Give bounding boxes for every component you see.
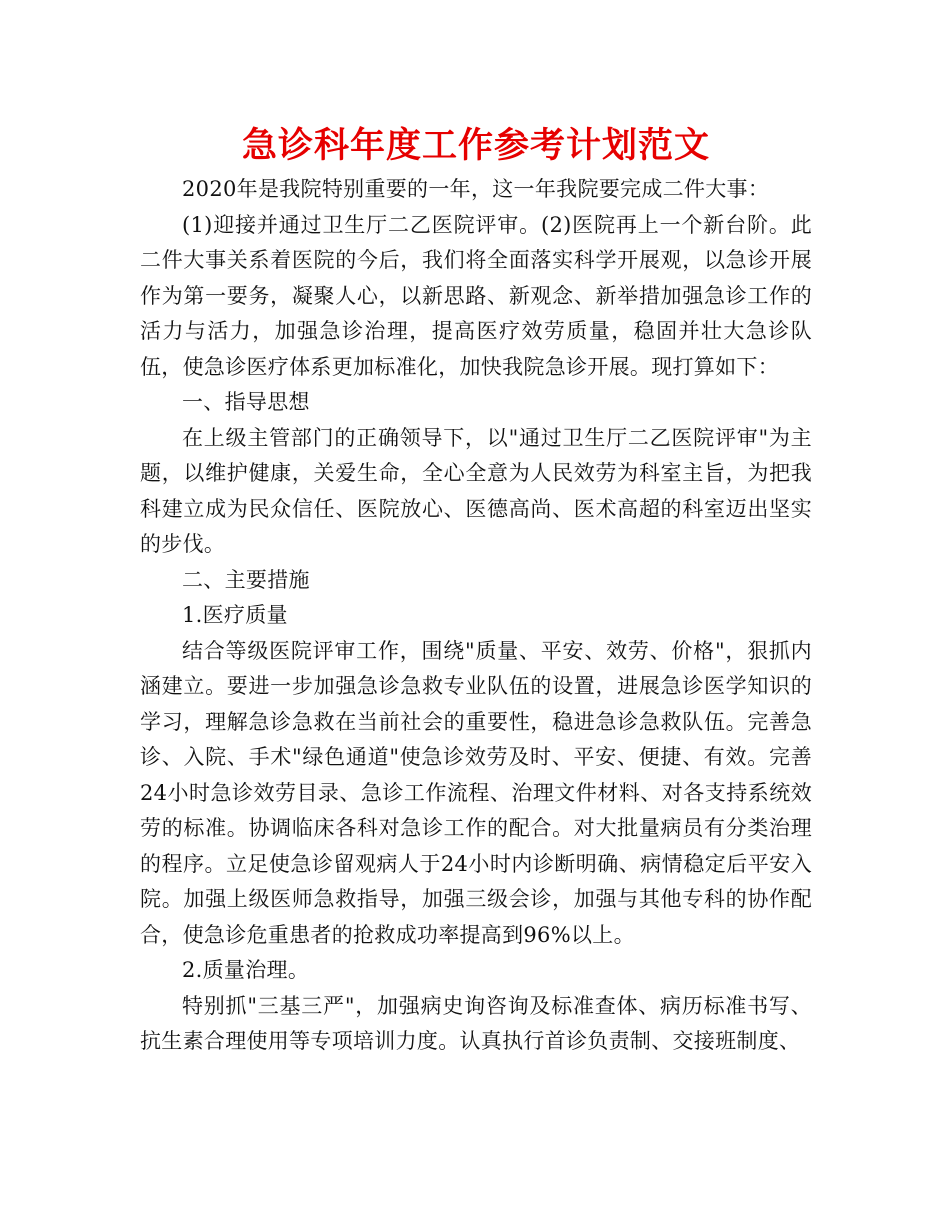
subheading-quality-management: 2.质量治理。 <box>182 958 310 982</box>
paragraph-two-major-tasks: (1)迎接并通过卫生厅二乙医院评审。(2)医院再上一个新台阶。此二件大事关系着医院的今后，我们将全面落实科学开展观，以急诊开展作为第一要务，凝聚人心，以新思路、新观念、新举措加强急诊工作的活力与活力，加强急诊治理，提高医疗效劳质量，稳固并壮大急诊队伍，使急诊医疗体系更加标准化，加快我院急诊开展。现打算如下： <box>140 212 812 379</box>
subheading-medical-quality: 1.医疗质量 <box>182 603 288 627</box>
paragraph-intro: 2020年是我院特别重要的一年，这一年我院要完成二件大事： <box>182 177 770 201</box>
section-heading-guiding-ideology: 一、指导思想 <box>182 390 310 414</box>
document-body <box>140 122 812 1060</box>
document-title: 急诊科年度工作参考计划范文 <box>241 126 710 166</box>
paragraph-medical-quality: 结合等级医院评审工作，围绕"质量、平安、效劳、价格"，狠抓内涵建立。要进一步加强急诊急救专业队伍的设置，进展急诊医学知识的学习，理解急诊急救在当前社会的重要性，稳进急诊急救队伍。完善急诊、入院、手术"绿色通道"使急诊效劳及时、平安、便捷、有效。完善24小时急诊效劳目录、急诊工作流程、治理文件材料、对各支持系统效劳的标准。协调临床各科对急诊工作的配合。对大批量病员有分类治理的程序。立足使急诊留观病人于24小时内诊断明确、病情稳定后平安入院。加强上级医师急救指导，加强三级会诊，加强与其他专科的协作配合，使急诊危重患者的抢救成功率提高到96%以上。 <box>140 638 812 947</box>
paragraph-guiding-ideology: 在上级主管部门的正确领导下，以"通过卫生厅二乙医院评审"为主题，以维护健康，关爱生命，全心全意为人民效劳为科室主旨，为把我科建立成为民众信任、医院放心、医德高尚、医术高超的科室迈出坚实的步伐。 <box>140 425 812 556</box>
section-heading-main-measures: 二、主要措施 <box>182 567 310 592</box>
paragraph-quality-management: 特别抓"三基三严"，加强病史询咨询及标准查体、病历标准书写、抗生素合理使用等专项培训力度。认真执行首诊负责制、交接班制度、 <box>140 993 812 1053</box>
